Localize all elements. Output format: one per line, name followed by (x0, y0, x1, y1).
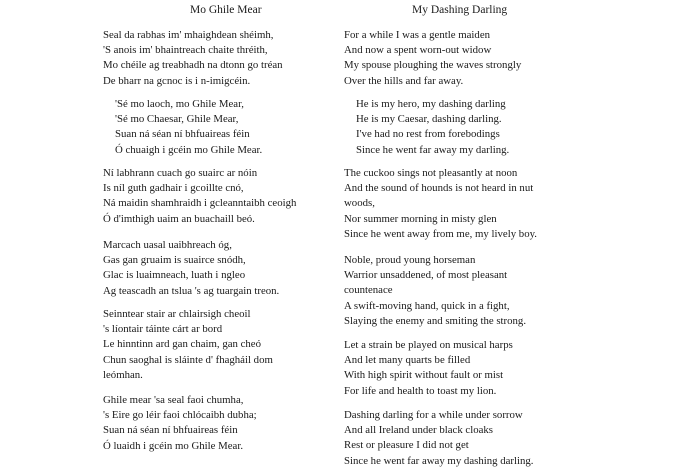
verse-line: Ó chuaigh i gcéin mo Ghile Mear. (115, 143, 263, 156)
verse-line: Seal da rabhas im' mhaighdean shéimh, (103, 29, 274, 41)
verse-line: Suan ná séan ní bhfuaireas féin (115, 128, 250, 141)
verse-line: 's líontair táinte cárt ar bord (103, 323, 223, 336)
irish-stanza-1 (103, 28, 335, 89)
verse-line: And let many quarts be filled (344, 354, 471, 367)
verse-line: Over the hills and far away. (344, 74, 464, 87)
verse-line: Since he went far away my dashing darling. (344, 454, 534, 467)
verse-line: Ní labhrann cuach go suairc ar nóin (103, 167, 258, 179)
verse-line: And now a spent worn-out widow (344, 44, 492, 57)
verse-line: woods, (344, 197, 375, 210)
verse-line: The cuckoo sings not pleasantly at noon (344, 167, 518, 179)
irish-chorus (103, 97, 335, 158)
verse-line: 'S anois im' bhaintreach chaite thréith, (103, 44, 268, 57)
verse-line: Chun saoghal is sláinte d' fhagháil dom (103, 353, 273, 366)
verse-line: Suan ná séan ní bhfuaireas féin (103, 424, 238, 437)
verse-line: Rest or pleasure I did not get (344, 439, 469, 452)
verse-line: Dashing darling for a while under sorrow (344, 409, 523, 421)
irish-title: Mo Ghile Mear (190, 4, 262, 16)
verse-line: He is my Caesar, dashing darling. (356, 113, 502, 126)
verse-line: Nor summer morning in misty glen (344, 212, 497, 225)
verse-line: Ná maidin shamhraidh i gcleanntaibh ceoigh (103, 197, 297, 210)
verse-line: 'Sé mo Chaesar, Ghile Mear, (115, 113, 239, 126)
verse-line: 'Sé mo laoch, mo Ghile Mear, (115, 98, 244, 110)
verse-line: He is my hero, my dashing darling (356, 98, 506, 110)
english-stanza-1 (344, 28, 576, 89)
english-stanza-5 (344, 408, 576, 469)
verse-line: 's Eire go léir faoi chlócaibh dubha; (103, 409, 257, 422)
irish-stanza-4 (103, 307, 335, 383)
verse-line: Seinntear stair ar chlairsigh cheoil (103, 308, 251, 320)
verse-line: My spouse ploughing the waves strongly (344, 59, 522, 72)
irish-stanza-2 (103, 166, 335, 227)
verse-line: Ó luaidh i gcéin mo Ghile Mear. (103, 439, 244, 452)
verse-line: Ó d'imthigh uaim an buachaill beó. (103, 212, 255, 225)
verse-line: Marcach uasal uaibhreach óg, (103, 239, 232, 251)
english-stanza-4 (344, 338, 576, 399)
verse-line: A swift-moving hand, quick in a fight, (344, 299, 510, 312)
english-stanza-3 (344, 253, 576, 329)
verse-line: Gas gan gruaim is suairce snódh, (103, 254, 246, 267)
verse-line: For a while I was a gentle maiden (344, 29, 491, 41)
verse-line: Le hinntinn ard gan chaim, gan cheó (103, 338, 261, 351)
verse-line: For life and health to toast my lion. (344, 384, 497, 397)
verse-line: Glac is luaimneach, luath i ngleo (103, 269, 246, 282)
verse-line: leómhan. (103, 368, 143, 381)
verse-line: Ag teascadh an tslua 's ag tuargain treon. (103, 284, 280, 297)
verse-line: Mo chéile ag treabhadh na dtonn go tréan (103, 59, 283, 72)
verse-line: With high spirit without fault or mist (344, 369, 504, 382)
english-chorus (344, 97, 576, 158)
verse-line: Since he went far away my darling. (356, 143, 510, 156)
verse-line: And the sound of hounds is not heard in nut (344, 182, 534, 195)
verse-line: Since he went away from me, my lively boy. (344, 227, 537, 240)
english-stanza-2 (344, 166, 576, 242)
verse-line: Warrior unsaddened, of most pleasant (344, 269, 508, 282)
verse-line: Ghile mear 'sa seal faoi chumha, (103, 394, 244, 406)
verse-line: countenace (344, 284, 393, 297)
verse-line: Slaying the enemy and smiting the strong. (344, 314, 527, 327)
verse-line: And all Ireland under black cloaks (344, 424, 494, 437)
verse-line: I've had no rest from forebodings (356, 128, 500, 141)
irish-stanza-3 (103, 238, 335, 299)
verse-line: Noble, proud young horseman (344, 254, 476, 266)
irish-stanza-5 (103, 393, 335, 454)
verse-line: Is níl guth gadhair i gcoillte cnó, (103, 182, 244, 195)
english-title: My Dashing Darling (412, 4, 508, 16)
verse-line: De bharr na gcnoc is i n-imigcéin. (103, 74, 251, 87)
verse-line: Let a strain be played on musical harps (344, 339, 513, 351)
